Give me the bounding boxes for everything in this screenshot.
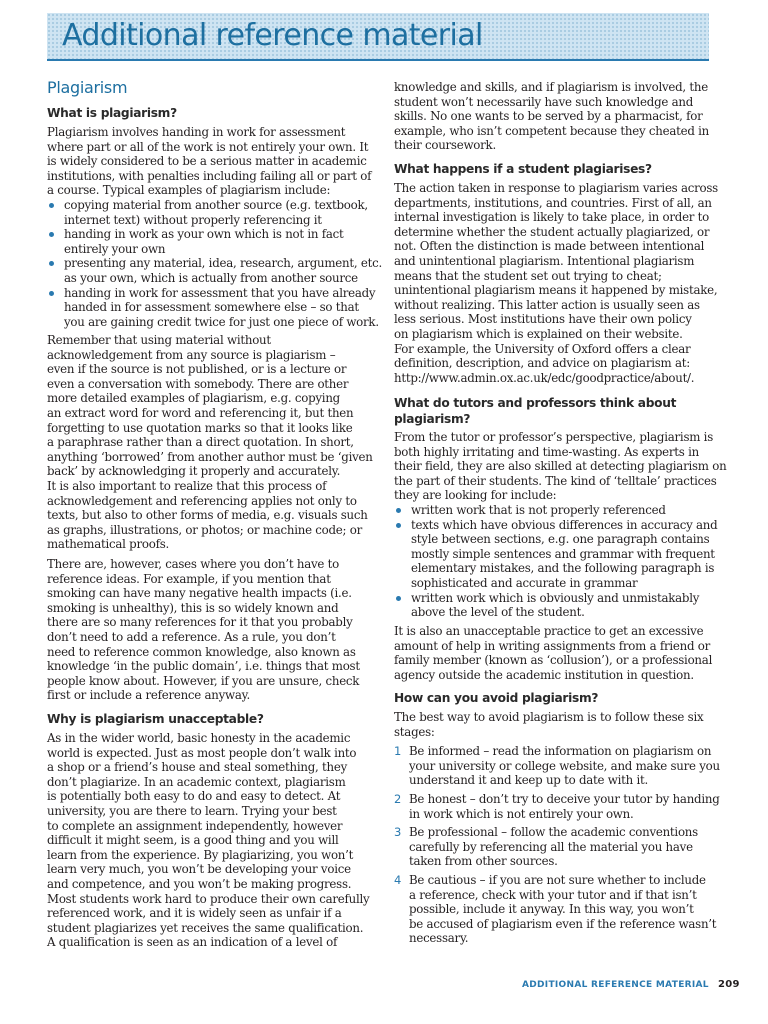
- text-line: mostly simple sentences and grammar with frequent: [411, 546, 715, 561]
- text-line: they are looking for include:: [394, 488, 557, 503]
- why-paragraph-continued: [394, 80, 709, 153]
- list-item: [47, 227, 382, 256]
- page-number: 209: [718, 979, 740, 990]
- text-line: university, you are there to learn. Trying your best: [47, 803, 337, 818]
- text-line: The best way to avoid plagiarism is to follow these six: [394, 710, 704, 724]
- text-line: need to reference common knowledge, also known as: [47, 644, 356, 659]
- text-line: determine whether the student actually plagiarized, or: [394, 224, 710, 239]
- text-line: don’t need to add a reference. As a rule, you don’t: [47, 629, 336, 644]
- text-line: don’t plagiarize. In an academic context, plagiarism: [47, 774, 346, 789]
- text-line: A qualification is seen as an indication of a level of: [47, 935, 338, 950]
- text-line: a course. Typical examples of plagiarism include:: [47, 183, 331, 198]
- section-title: Plagiarism: [47, 78, 128, 97]
- text-line: an extract word for word and referencing it, but then: [47, 405, 354, 420]
- text-line: written work which is obviously and unmistakably: [411, 590, 700, 605]
- list-item: [394, 503, 726, 518]
- text-line: handing in work for assessment that you have already: [64, 285, 376, 300]
- text-line: Remember that using material without: [47, 333, 271, 347]
- text-line: people know about. However, if you are unsure, check: [47, 673, 360, 688]
- list-item: [394, 591, 726, 620]
- heading-why: Why is plagiarism unacceptable?: [47, 712, 264, 726]
- text-line: where part or all of the work is not entirely your own. It: [47, 139, 369, 154]
- list-item: [47, 256, 382, 285]
- text-line: difficult it might seem, is a good thing and you will: [47, 833, 339, 848]
- text-line: elementary mistakes, and the following paragraph is: [411, 561, 715, 576]
- text-line: as your own, which is actually from another source: [64, 270, 358, 285]
- text-line: a paraphrase rather than a direct quotation. In short,: [47, 435, 354, 450]
- text-line: on plagiarism which is explained on their website.: [394, 326, 683, 341]
- step-number: 2: [394, 791, 402, 806]
- text-line: forgetting to use quotation marks so that it looks like: [47, 420, 353, 435]
- text-line: amount of help in writing assignments from a friend or: [394, 638, 711, 653]
- heading-happens: What happens if a student plagiarises?: [394, 162, 652, 176]
- text-line: and competence, and you won’t be making progress.: [47, 876, 352, 891]
- text-line: acknowledgement and referencing applies not only to: [47, 493, 357, 508]
- text-line: family member (known as ‘collusion’), or a professional: [394, 653, 713, 668]
- tutors-paragraph: [394, 430, 726, 620]
- text-line: As in the wider world, basic honesty in the academic: [47, 731, 351, 745]
- text-line: http://www.admin.ox.ac.uk/edc/goodpractice/about/.: [394, 370, 695, 385]
- text-line: referenced work, and it is widely seen as unfair if a: [47, 906, 342, 921]
- text-line: acknowledgement from any source is plagiarism –: [47, 347, 336, 362]
- text-line: learn very much, you won’t be developing your voice: [47, 862, 351, 877]
- heading-tutors: [394, 396, 676, 427]
- text-line: smoking is unhealthy), this is so widely known and: [47, 600, 339, 615]
- text-line: Be honest – don’t try to deceive your tutor by handing: [409, 791, 720, 806]
- text-line: written work that is not properly referenced: [411, 502, 666, 517]
- text-line: their field, they are also skilled at detecting plagiarism on: [394, 459, 727, 474]
- text-line: There are, however, cases where you don’t have to: [47, 557, 339, 571]
- text-line: means that the student set out trying to cheat;: [394, 268, 662, 283]
- text-line: reference ideas. For example, if you mention that: [47, 571, 331, 586]
- what-is-paragraph-3: [47, 557, 360, 703]
- text-line: anything ‘borrowed’ from another author must be ‘given: [47, 449, 373, 464]
- text-line: knowledge ‘in the public domain’, i.e. things that most: [47, 659, 360, 674]
- text-line: you are gaining credit twice for just one piece of work.: [64, 314, 379, 329]
- step-item: [394, 873, 720, 946]
- text-line: mathematical proofs.: [47, 537, 170, 552]
- list-item: [47, 198, 382, 227]
- text-line: and unintentional plagiarism. Intentional plagiarism: [394, 253, 695, 268]
- text-line: necessary.: [409, 931, 469, 946]
- avoid-steps-list: [394, 744, 720, 946]
- text-line: world is expected. Just as most people don’t walk into: [47, 745, 357, 760]
- heading-line: plagiarism?: [394, 411, 471, 426]
- text-line: in work which is not entirely your own.: [409, 806, 634, 821]
- text-line: a reference, check with your tutor and if that isn’t: [409, 887, 697, 902]
- text-line: entirely your own: [64, 241, 166, 256]
- text-line: back’ by acknowledging it properly and accurately.: [47, 464, 341, 479]
- text-line: first or include a reference anyway.: [47, 688, 251, 703]
- text-line: Most students work hard to produce their own carefully: [47, 891, 370, 906]
- text-line: as graphs, illustrations, or photos; or machine code; or: [47, 522, 363, 537]
- text-line: more detailed examples of plagiarism, e.g. copying: [47, 391, 340, 406]
- text-line: your university or college website, and make sure you: [409, 758, 720, 773]
- text-line: texts which have obvious differences in accuracy and: [411, 517, 718, 532]
- text-line: copying material from another source (e.g. textbook,: [64, 197, 368, 212]
- text-line: texts, but also to other forms of media, e.g. visuals such: [47, 508, 368, 523]
- text-line: above the level of the student.: [411, 605, 585, 620]
- text-line: both highly irritating and time-wasting. As experts in: [394, 444, 699, 459]
- text-line: It is also important to realize that this process of: [47, 478, 327, 493]
- telltale-practices-list: [394, 503, 726, 620]
- text-line: their coursework.: [394, 138, 496, 153]
- list-item: [47, 286, 382, 330]
- what-is-intro: [47, 125, 382, 329]
- text-line: style between sections, e.g. one paragraph contains: [411, 532, 710, 547]
- text-line: carefully by referencing all the material you have: [409, 839, 693, 854]
- heading-avoid: How can you avoid plagiarism?: [394, 691, 599, 705]
- collusion-paragraph: [394, 624, 712, 682]
- step-item: [394, 825, 720, 869]
- page-footer: [522, 979, 740, 991]
- text-line: less serious. Most institutions have their own policy: [394, 312, 692, 327]
- text-line: understand it and keep up to date with it.: [409, 773, 648, 788]
- text-line: institutions, with penalties including failing all or part of: [47, 168, 372, 183]
- text-line: From the tutor or professor’s perspective, plagiarism is: [394, 430, 714, 444]
- text-line: unintentional plagiarism means it happened by mistake,: [394, 283, 718, 298]
- text-line: departments, institutions, and countries. First of all, an: [394, 195, 712, 210]
- step-item: [394, 792, 720, 821]
- text-line: student won’t necessarily have such knowledge and: [394, 94, 694, 109]
- plagiarism-examples-list: [47, 198, 382, 329]
- text-line: presenting any material, idea, research, argument, etc.: [64, 256, 382, 271]
- text-line: It is also an unacceptable practice to get an excessive: [394, 624, 704, 638]
- text-line: there are so many references for it that you probably: [47, 615, 353, 630]
- text-line: learn from the experience. By plagiarizing, you won’t: [47, 847, 354, 862]
- step-number: 3: [394, 825, 402, 840]
- text-line: Be informed – read the information on plagiarism on: [409, 744, 712, 759]
- text-line: the part of their students. The kind of ‘telltale’ practices: [394, 473, 717, 488]
- text-line: is widely considered to be a serious matter in academic: [47, 154, 367, 169]
- text-line: knowledge and skills, and if plagiarism is involved, the: [394, 80, 708, 94]
- heading-what-is: What is plagiarism?: [47, 106, 177, 120]
- text-line: smoking can have many negative health impacts (i.e.: [47, 586, 352, 601]
- step-number: 1: [394, 744, 402, 759]
- text-line: agency outside the academic institution in question.: [394, 667, 694, 682]
- text-line: sophisticated and accurate in grammar: [411, 575, 638, 590]
- title-rule: [47, 59, 709, 61]
- text-line: Plagiarism involves handing in work for assessment: [47, 125, 346, 139]
- text-line: to complete an assignment independently, however: [47, 818, 343, 833]
- footer-label: ADDITIONAL REFERENCE MATERIAL: [522, 980, 709, 990]
- text-line: For example, the University of Oxford offers a clear: [394, 341, 691, 356]
- heading-line: What do tutors and professors think about: [394, 396, 677, 410]
- text-line: handing in work as your own which is not in fact: [64, 227, 344, 242]
- text-line: possible, include it anyway. In this way, you won’t: [409, 902, 694, 917]
- text-line: not. Often the distinction is made between intentional: [394, 239, 705, 254]
- step-item: [394, 744, 720, 788]
- text-line: skills. No one wants to be served by a pharmacist, for: [394, 109, 703, 124]
- step-number: 4: [394, 872, 402, 887]
- happens-paragraph: [394, 181, 718, 385]
- text-line: even a conversation with somebody. There are other: [47, 376, 349, 391]
- text-line: internet text) without properly referencing it: [64, 212, 322, 227]
- text-line: The action taken in response to plagiarism varies across: [394, 181, 718, 195]
- text-line: student plagiarizes yet receives the same qualification.: [47, 920, 364, 935]
- text-line: Be cautious – if you are not sure whether to include: [409, 872, 706, 887]
- text-line: taken from other sources.: [409, 854, 558, 869]
- text-line: stages:: [394, 724, 435, 739]
- text-line: Be professional – follow the academic conventions: [409, 825, 698, 840]
- text-line: example, who isn’t competent because they cheated in: [394, 123, 710, 138]
- text-line: without realizing. This latter action is usually seen as: [394, 297, 700, 312]
- avoid-section: [394, 710, 720, 950]
- text-line: handed in for assessment somewhere else – so that: [64, 300, 359, 315]
- text-line: a shop or a friend’s house and steal something, they: [47, 760, 347, 775]
- text-line: even if the source is not published, or is a lecture or: [47, 362, 347, 377]
- text-line: internal investigation is likely to take place, in order to: [394, 210, 710, 225]
- text-line: be accused of plagiarism even if the reference wasn’t: [409, 916, 717, 931]
- what-is-paragraph-2: [47, 333, 373, 552]
- text-line: is potentially both easy to do and easy to detect. At: [47, 789, 341, 804]
- list-item: [394, 518, 726, 591]
- text-line: definition, description, and advice on plagiarism at:: [394, 356, 690, 371]
- page-title: Additional reference material: [62, 18, 483, 53]
- why-paragraph: [47, 731, 369, 950]
